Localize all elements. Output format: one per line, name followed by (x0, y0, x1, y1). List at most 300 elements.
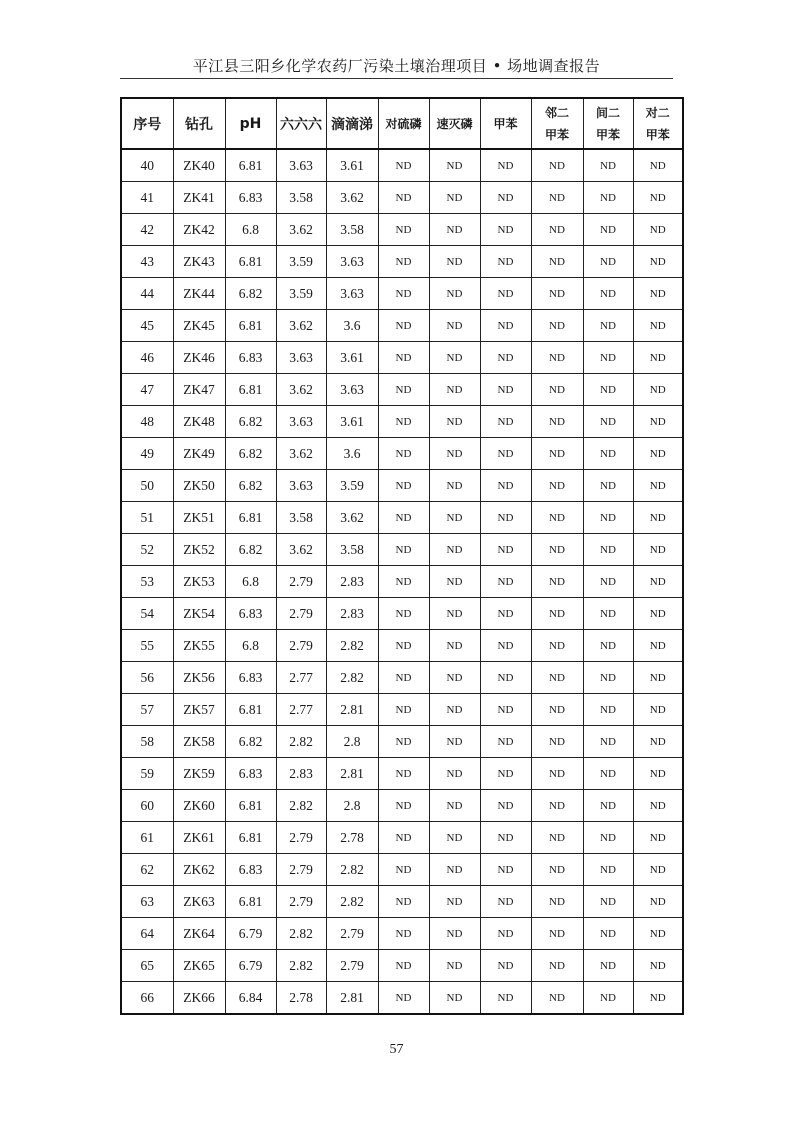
cell-m-xylene: ND (583, 758, 633, 790)
cell-index: 52 (121, 534, 173, 566)
cell-ph: 6.81 (225, 246, 276, 278)
cell-index: 41 (121, 182, 173, 214)
cell-index: 65 (121, 950, 173, 982)
table-row (121, 662, 683, 694)
cell-ph: 6.82 (225, 278, 276, 310)
cell-ph: 6.79 (225, 950, 276, 982)
cell-ph: 6.82 (225, 726, 276, 758)
table-row (121, 822, 683, 854)
cell-p-xylene: ND (633, 374, 683, 406)
cell-toluene: ND (480, 246, 531, 278)
cell-p-xylene: ND (633, 982, 683, 1015)
cell-toluene: ND (480, 758, 531, 790)
table-row (121, 342, 683, 374)
cell-toluene: ND (480, 950, 531, 982)
table-row (121, 214, 683, 246)
cell-toluene: ND (480, 822, 531, 854)
cell-index: 64 (121, 918, 173, 950)
cell-ph: 6.83 (225, 342, 276, 374)
cell-m-xylene: ND (583, 374, 633, 406)
cell-borehole: ZK47 (173, 374, 225, 406)
cell-ddt: 3.61 (326, 342, 378, 374)
cell-mevinphos: ND (429, 726, 480, 758)
cell-o-xylene: ND (531, 662, 583, 694)
cell-borehole: ZK51 (173, 502, 225, 534)
cell-mevinphos: ND (429, 598, 480, 630)
cell-ph: 6.81 (225, 374, 276, 406)
cell-parathion: ND (378, 406, 429, 438)
cell-hch: 3.59 (276, 246, 326, 278)
cell-toluene: ND (480, 182, 531, 214)
cell-ph: 6.83 (225, 758, 276, 790)
cell-hch: 2.79 (276, 630, 326, 662)
cell-parathion: ND (378, 310, 429, 342)
cell-borehole: ZK53 (173, 566, 225, 598)
cell-ddt: 3.62 (326, 502, 378, 534)
cell-index: 43 (121, 246, 173, 278)
cell-toluene: ND (480, 982, 531, 1015)
table-row (121, 406, 683, 438)
table-header-row (121, 98, 683, 149)
table-row (121, 149, 683, 182)
cell-mevinphos: ND (429, 502, 480, 534)
cell-borehole: ZK50 (173, 470, 225, 502)
cell-o-xylene: ND (531, 374, 583, 406)
cell-parathion: ND (378, 950, 429, 982)
cell-parathion: ND (378, 534, 429, 566)
cell-borehole: ZK43 (173, 246, 225, 278)
cell-mevinphos: ND (429, 149, 480, 182)
cell-parathion: ND (378, 246, 429, 278)
cell-m-xylene: ND (583, 630, 633, 662)
cell-mevinphos: ND (429, 470, 480, 502)
cell-mevinphos: ND (429, 342, 480, 374)
table-row (121, 598, 683, 630)
table-row (121, 310, 683, 342)
cell-parathion: ND (378, 694, 429, 726)
cell-index: 42 (121, 214, 173, 246)
cell-parathion: ND (378, 630, 429, 662)
cell-borehole: ZK56 (173, 662, 225, 694)
cell-hch: 2.82 (276, 790, 326, 822)
column-header-ddt: 滴滴涕 (326, 98, 378, 149)
cell-ddt: 3.62 (326, 182, 378, 214)
cell-o-xylene: ND (531, 982, 583, 1015)
column-header-o-xylene-line1: 邻二 (544, 105, 569, 120)
cell-m-xylene: ND (583, 438, 633, 470)
cell-borehole: ZK59 (173, 758, 225, 790)
column-header-index: 序号 (121, 98, 173, 149)
cell-borehole: ZK63 (173, 886, 225, 918)
cell-parathion: ND (378, 342, 429, 374)
cell-ddt: 2.82 (326, 886, 378, 918)
cell-m-xylene: ND (583, 694, 633, 726)
page-header-title: 平江县三阳乡化学农药厂污染土壤治理项目 • 场地调查报告 (192, 57, 601, 75)
cell-o-xylene: ND (531, 918, 583, 950)
cell-mevinphos: ND (429, 758, 480, 790)
cell-index: 46 (121, 342, 173, 374)
cell-toluene: ND (480, 310, 531, 342)
cell-index: 57 (121, 694, 173, 726)
cell-hch: 2.83 (276, 758, 326, 790)
cell-parathion: ND (378, 790, 429, 822)
cell-hch: 2.79 (276, 598, 326, 630)
cell-parathion: ND (378, 822, 429, 854)
cell-index: 50 (121, 470, 173, 502)
cell-ddt: 3.58 (326, 534, 378, 566)
cell-p-xylene: ND (633, 470, 683, 502)
column-header-m-xylene-line1: 间二 (595, 105, 620, 120)
cell-ddt: 3.61 (326, 149, 378, 182)
cell-ddt: 3.58 (326, 214, 378, 246)
cell-ph: 6.8 (225, 214, 276, 246)
cell-hch: 2.79 (276, 854, 326, 886)
cell-p-xylene: ND (633, 726, 683, 758)
cell-o-xylene: ND (531, 790, 583, 822)
cell-borehole: ZK61 (173, 822, 225, 854)
table-row (121, 182, 683, 214)
cell-hch: 3.62 (276, 214, 326, 246)
cell-index: 59 (121, 758, 173, 790)
cell-ddt: 2.8 (326, 790, 378, 822)
cell-hch: 2.78 (276, 982, 326, 1015)
cell-mevinphos: ND (429, 310, 480, 342)
cell-index: 60 (121, 790, 173, 822)
cell-p-xylene: ND (633, 822, 683, 854)
cell-m-xylene: ND (583, 950, 633, 982)
cell-parathion: ND (378, 278, 429, 310)
cell-borehole: ZK42 (173, 214, 225, 246)
cell-m-xylene: ND (583, 534, 633, 566)
cell-toluene: ND (480, 502, 531, 534)
cell-toluene: ND (480, 149, 531, 182)
cell-borehole: ZK54 (173, 598, 225, 630)
cell-p-xylene: ND (633, 950, 683, 982)
cell-parathion: ND (378, 726, 429, 758)
cell-o-xylene: ND (531, 182, 583, 214)
cell-index: 40 (121, 149, 173, 182)
cell-ph: 6.84 (225, 982, 276, 1015)
cell-hch: 3.63 (276, 342, 326, 374)
cell-toluene: ND (480, 566, 531, 598)
cell-o-xylene: ND (531, 726, 583, 758)
cell-ddt: 3.63 (326, 278, 378, 310)
cell-hch: 2.82 (276, 726, 326, 758)
cell-o-xylene: ND (531, 149, 583, 182)
cell-index: 58 (121, 726, 173, 758)
cell-toluene: ND (480, 630, 531, 662)
cell-o-xylene: ND (531, 694, 583, 726)
cell-hch: 3.63 (276, 406, 326, 438)
cell-o-xylene: ND (531, 278, 583, 310)
cell-index: 53 (121, 566, 173, 598)
cell-ddt: 3.6 (326, 310, 378, 342)
cell-borehole: ZK66 (173, 982, 225, 1015)
table-row (121, 374, 683, 406)
cell-mevinphos: ND (429, 182, 480, 214)
cell-mevinphos: ND (429, 438, 480, 470)
cell-mevinphos: ND (429, 630, 480, 662)
cell-borehole: ZK52 (173, 534, 225, 566)
cell-ph: 6.81 (225, 502, 276, 534)
cell-borehole: ZK40 (173, 149, 225, 182)
cell-p-xylene: ND (633, 566, 683, 598)
cell-m-xylene: ND (583, 214, 633, 246)
cell-ph: 6.81 (225, 886, 276, 918)
cell-hch: 2.82 (276, 950, 326, 982)
cell-m-xylene: ND (583, 310, 633, 342)
cell-borehole: ZK45 (173, 310, 225, 342)
cell-mevinphos: ND (429, 406, 480, 438)
cell-m-xylene: ND (583, 182, 633, 214)
cell-mevinphos: ND (429, 566, 480, 598)
cell-o-xylene: ND (531, 758, 583, 790)
cell-ph: 6.8 (225, 630, 276, 662)
cell-parathion: ND (378, 438, 429, 470)
cell-m-xylene: ND (583, 982, 633, 1015)
cell-m-xylene: ND (583, 149, 633, 182)
cell-o-xylene: ND (531, 854, 583, 886)
cell-ph: 6.82 (225, 470, 276, 502)
cell-parathion: ND (378, 918, 429, 950)
column-header-m-xylene (583, 98, 633, 149)
column-header-mevinphos: 速灭磷 (429, 98, 480, 149)
cell-m-xylene: ND (583, 918, 633, 950)
cell-p-xylene: ND (633, 438, 683, 470)
cell-p-xylene: ND (633, 502, 683, 534)
cell-p-xylene: ND (633, 182, 683, 214)
cell-ph: 6.82 (225, 534, 276, 566)
cell-p-xylene: ND (633, 406, 683, 438)
cell-p-xylene: ND (633, 886, 683, 918)
cell-ph: 6.81 (225, 694, 276, 726)
cell-m-xylene: ND (583, 822, 633, 854)
cell-m-xylene: ND (583, 470, 633, 502)
column-header-borehole: 钻孔 (173, 98, 225, 149)
cell-hch: 3.63 (276, 470, 326, 502)
cell-index: 66 (121, 982, 173, 1015)
cell-parathion: ND (378, 662, 429, 694)
header-divider (120, 78, 673, 79)
cell-m-xylene: ND (583, 662, 633, 694)
page-number: 57 (389, 1042, 404, 1057)
cell-borehole: ZK55 (173, 630, 225, 662)
table-row (121, 854, 683, 886)
cell-borehole: ZK57 (173, 694, 225, 726)
cell-mevinphos: ND (429, 374, 480, 406)
cell-m-xylene: ND (583, 726, 633, 758)
table-row (121, 438, 683, 470)
cell-ddt: 2.81 (326, 694, 378, 726)
cell-index: 49 (121, 438, 173, 470)
cell-o-xylene: ND (531, 406, 583, 438)
cell-p-xylene: ND (633, 149, 683, 182)
cell-mevinphos: ND (429, 214, 480, 246)
cell-parathion: ND (378, 149, 429, 182)
cell-p-xylene: ND (633, 534, 683, 566)
cell-o-xylene: ND (531, 822, 583, 854)
cell-ddt: 2.79 (326, 918, 378, 950)
cell-toluene: ND (480, 406, 531, 438)
cell-ddt: 2.81 (326, 982, 378, 1015)
cell-index: 51 (121, 502, 173, 534)
cell-m-xylene: ND (583, 886, 633, 918)
cell-parathion: ND (378, 758, 429, 790)
cell-m-xylene: ND (583, 342, 633, 374)
column-header-parathion: 对硫磷 (378, 98, 429, 149)
cell-toluene: ND (480, 886, 531, 918)
cell-hch: 3.58 (276, 182, 326, 214)
column-header-hch: 六六六 (276, 98, 326, 149)
soil-survey-table (120, 97, 684, 1015)
cell-toluene: ND (480, 918, 531, 950)
cell-ph: 6.79 (225, 918, 276, 950)
cell-hch: 2.77 (276, 662, 326, 694)
cell-parathion: ND (378, 886, 429, 918)
cell-parathion: ND (378, 854, 429, 886)
cell-parathion: ND (378, 502, 429, 534)
cell-parathion: ND (378, 374, 429, 406)
cell-hch: 2.82 (276, 918, 326, 950)
cell-ddt: 3.59 (326, 470, 378, 502)
cell-ph: 6.81 (225, 310, 276, 342)
cell-mevinphos: ND (429, 278, 480, 310)
table-row (121, 502, 683, 534)
cell-o-xylene: ND (531, 214, 583, 246)
cell-toluene: ND (480, 438, 531, 470)
cell-ddt: 3.6 (326, 438, 378, 470)
cell-o-xylene: ND (531, 502, 583, 534)
cell-mevinphos: ND (429, 950, 480, 982)
cell-m-xylene: ND (583, 854, 633, 886)
cell-mevinphos: ND (429, 982, 480, 1015)
cell-parathion: ND (378, 598, 429, 630)
cell-o-xylene: ND (531, 598, 583, 630)
cell-borehole: ZK41 (173, 182, 225, 214)
cell-borehole: ZK60 (173, 790, 225, 822)
cell-index: 54 (121, 598, 173, 630)
cell-hch: 3.59 (276, 278, 326, 310)
cell-toluene: ND (480, 342, 531, 374)
cell-hch: 2.79 (276, 886, 326, 918)
cell-mevinphos: ND (429, 694, 480, 726)
cell-ddt: 3.61 (326, 406, 378, 438)
cell-hch: 3.62 (276, 438, 326, 470)
cell-m-xylene: ND (583, 246, 633, 278)
cell-p-xylene: ND (633, 278, 683, 310)
cell-mevinphos: ND (429, 662, 480, 694)
cell-borehole: ZK46 (173, 342, 225, 374)
cell-p-xylene: ND (633, 630, 683, 662)
cell-parathion: ND (378, 182, 429, 214)
cell-ddt: 3.63 (326, 374, 378, 406)
cell-p-xylene: ND (633, 214, 683, 246)
cell-p-xylene: ND (633, 598, 683, 630)
cell-ph: 6.81 (225, 149, 276, 182)
cell-hch: 3.62 (276, 534, 326, 566)
column-header-p-xylene-line2: 甲苯 (645, 127, 670, 142)
table-row (121, 758, 683, 790)
cell-o-xylene: ND (531, 470, 583, 502)
column-header-o-xylene (531, 98, 583, 149)
cell-borehole: ZK48 (173, 406, 225, 438)
cell-index: 44 (121, 278, 173, 310)
cell-ph: 6.83 (225, 182, 276, 214)
cell-index: 63 (121, 886, 173, 918)
cell-mevinphos: ND (429, 822, 480, 854)
table-row (121, 918, 683, 950)
column-header-p-xylene (633, 98, 683, 149)
cell-o-xylene: ND (531, 886, 583, 918)
cell-parathion: ND (378, 982, 429, 1015)
cell-borehole: ZK64 (173, 918, 225, 950)
cell-borehole: ZK44 (173, 278, 225, 310)
table-row (121, 246, 683, 278)
cell-ph: 6.83 (225, 598, 276, 630)
cell-toluene: ND (480, 470, 531, 502)
cell-borehole: ZK62 (173, 854, 225, 886)
cell-p-xylene: ND (633, 694, 683, 726)
cell-p-xylene: ND (633, 342, 683, 374)
cell-index: 48 (121, 406, 173, 438)
cell-ph: 6.83 (225, 662, 276, 694)
cell-index: 45 (121, 310, 173, 342)
cell-index: 56 (121, 662, 173, 694)
table-row (121, 950, 683, 982)
cell-ddt: 2.83 (326, 566, 378, 598)
cell-ddt: 2.82 (326, 630, 378, 662)
cell-toluene: ND (480, 278, 531, 310)
column-header-m-xylene-line2: 甲苯 (595, 127, 620, 142)
table-row (121, 630, 683, 662)
cell-toluene: ND (480, 598, 531, 630)
cell-p-xylene: ND (633, 854, 683, 886)
cell-m-xylene: ND (583, 502, 633, 534)
cell-mevinphos: ND (429, 534, 480, 566)
cell-ph: 6.8 (225, 566, 276, 598)
cell-toluene: ND (480, 854, 531, 886)
cell-ph: 6.82 (225, 438, 276, 470)
cell-p-xylene: ND (633, 662, 683, 694)
cell-mevinphos: ND (429, 918, 480, 950)
cell-borehole: ZK65 (173, 950, 225, 982)
cell-ph: 6.82 (225, 406, 276, 438)
cell-ddt: 2.79 (326, 950, 378, 982)
table-row (121, 566, 683, 598)
cell-hch: 3.63 (276, 149, 326, 182)
cell-o-xylene: ND (531, 310, 583, 342)
cell-mevinphos: ND (429, 790, 480, 822)
table-row (121, 694, 683, 726)
cell-m-xylene: ND (583, 566, 633, 598)
cell-o-xylene: ND (531, 566, 583, 598)
cell-toluene: ND (480, 694, 531, 726)
cell-o-xylene: ND (531, 950, 583, 982)
cell-hch: 2.79 (276, 822, 326, 854)
cell-p-xylene: ND (633, 310, 683, 342)
column-header-o-xylene-line2: 甲苯 (544, 127, 569, 142)
table-row (121, 982, 683, 1015)
cell-p-xylene: ND (633, 246, 683, 278)
cell-p-xylene: ND (633, 758, 683, 790)
cell-ddt: 2.83 (326, 598, 378, 630)
cell-o-xylene: ND (531, 246, 583, 278)
cell-hch: 3.62 (276, 374, 326, 406)
cell-o-xylene: ND (531, 534, 583, 566)
cell-m-xylene: ND (583, 406, 633, 438)
cell-ph: 6.81 (225, 790, 276, 822)
cell-ddt: 2.81 (326, 758, 378, 790)
